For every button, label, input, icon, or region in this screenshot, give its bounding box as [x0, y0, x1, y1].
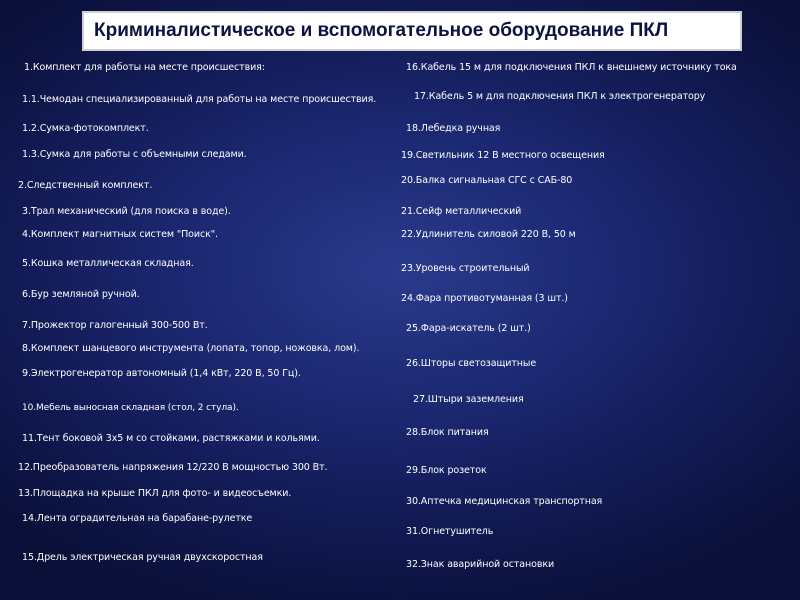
left-item-5: 2.Следственный комплект. — [18, 180, 153, 191]
left-item-16: 13.Площадка на крыше ПКЛ для фото- и видеосъемки. — [18, 488, 292, 499]
right-item-28: 28.Блок питания — [406, 427, 489, 438]
right-item-27: 27.Штыри заземления — [413, 394, 524, 405]
left-item-10: 7.Прожектор галогенный 300-500 Вт. — [22, 320, 208, 331]
right-item-25: 25.Фара-искатель (2 шт.) — [406, 323, 531, 334]
right-item-16: 16.Кабель 15 м для подключения ПКЛ к внешнему источнику тока — [406, 62, 737, 73]
right-item-18: 18.Лебедка ручная — [406, 123, 501, 134]
right-item-23: 23.Уровень строительный — [401, 263, 530, 274]
left-item-12: 9.Электрогенератор автономный (1,4 кВт, 220 В, 50 Гц). — [22, 368, 301, 379]
left-item-6: 3.Трал механический (для поиска в воде). — [22, 206, 231, 217]
left-item-11: 8.Комплект шанцевого инструмента (лопата, топор, ножовка, лом). — [22, 343, 360, 354]
left-item-17: 14.Лента оградительная на барабане-рулетке — [22, 513, 253, 524]
right-item-29: 29.Блок розеток — [406, 465, 487, 476]
left-item-4: 1.3.Сумка для работы с объемными следами. — [22, 149, 247, 160]
left-item-15: 12.Преобразователь напряжения 12/220 В мощностью 300 Вт. — [18, 462, 328, 473]
left-item-1: 1.Комплект для работы на месте происшествия: — [24, 62, 265, 73]
slide-title: Криминалистическое и вспомогательное оборудование ПКЛ — [94, 20, 669, 41]
left-item-9: 6.Бур земляной ручной. — [22, 289, 140, 300]
left-item-13: 10.Мебель выносная складная (стол, 2 стула). — [22, 403, 239, 413]
left-item-3: 1.2.Сумка-фотокомплект. — [22, 123, 149, 134]
left-item-8: 5.Кошка металлическая складная. — [22, 258, 194, 269]
title-box — [82, 11, 742, 51]
right-item-30: 30.Аптечка медицинская транспортная — [406, 496, 603, 507]
right-item-17: 17.Кабель 5 м для подключения ПКЛ к электрогенератору — [414, 91, 706, 102]
right-item-21: 21.Сейф металлический — [401, 206, 522, 217]
right-item-22: 22.Удлинитель силовой 220 В, 50 м — [401, 229, 576, 240]
right-item-19: 19.Светильник 12 В местного освещения — [401, 150, 605, 161]
right-item-26: 26.Шторы светозащитные — [406, 358, 537, 369]
right-item-24: 24.Фара противотуманная (3 шт.) — [401, 293, 568, 304]
right-item-32: 32.Знак аварийной остановки — [406, 559, 555, 570]
left-item-18: 15.Дрель электрическая ручная двухскоростная — [22, 552, 263, 563]
left-item-2: 1.1.Чемодан специализированный для работы на месте происшествия. — [22, 94, 377, 105]
right-item-20: 20.Балка сигнальная СГС с САБ-80 — [401, 175, 573, 186]
left-item-7: 4.Комплект магнитных систем "Поиск". — [22, 229, 218, 240]
right-item-31: 31.Огнетушитель — [406, 526, 494, 537]
left-item-14: 11.Тент боковой 3х5 м со стойками, растяжками и кольями. — [22, 433, 320, 444]
